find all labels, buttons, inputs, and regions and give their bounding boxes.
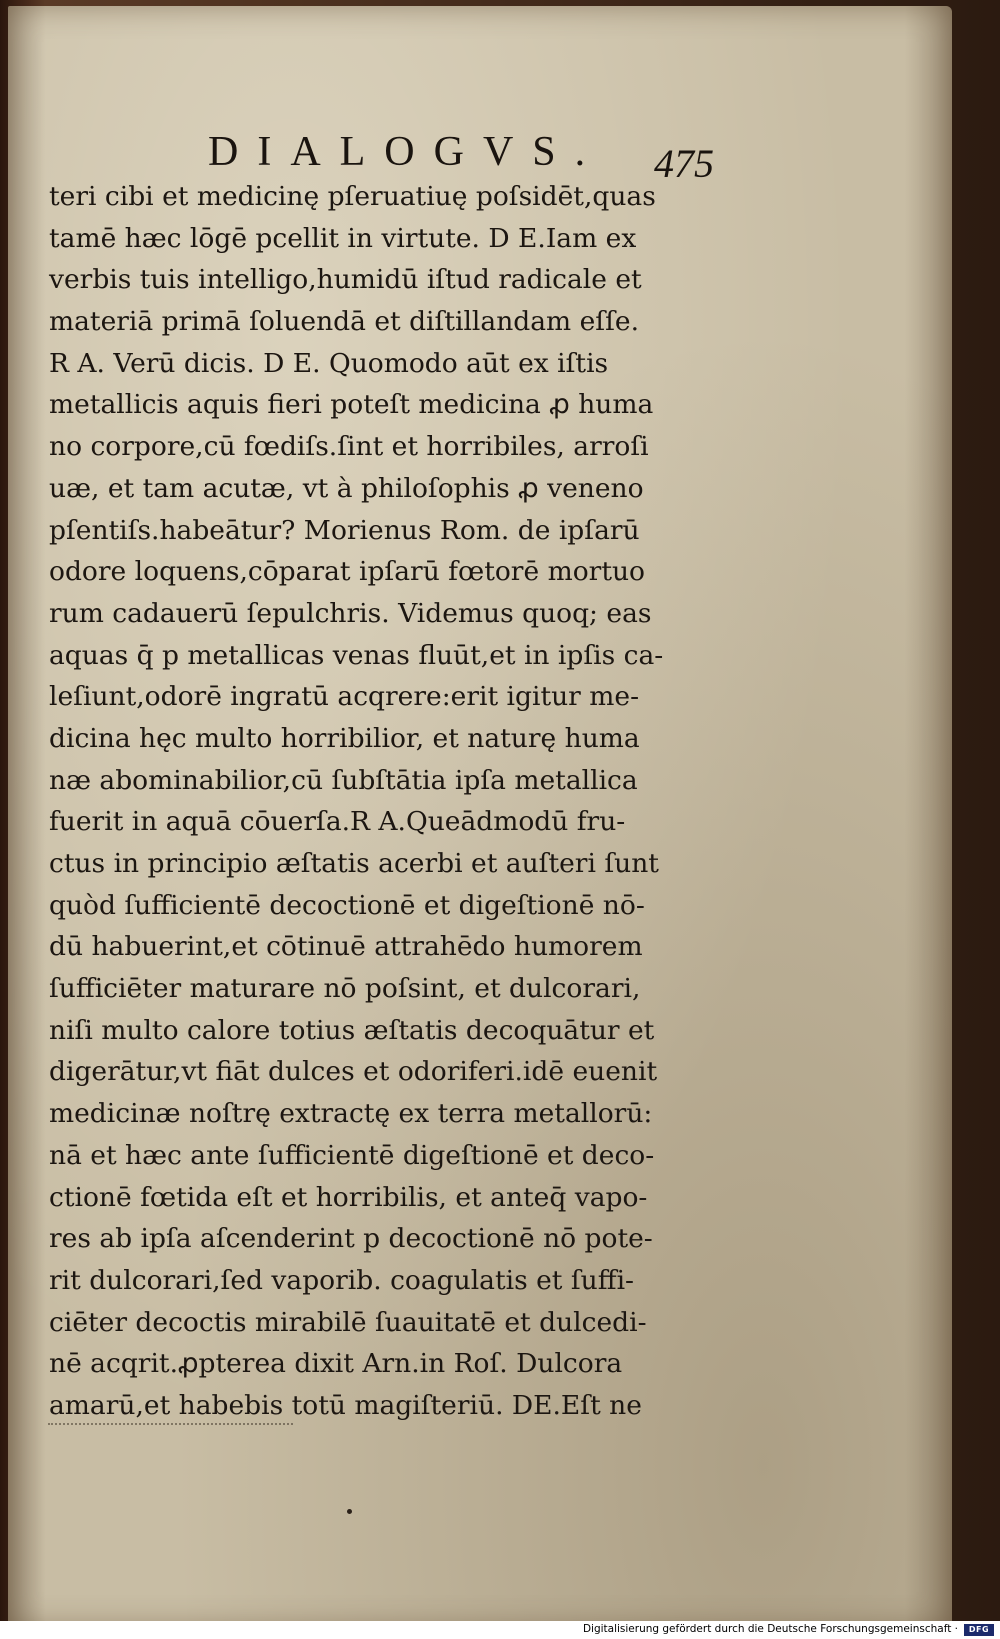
text-line: res ab ipſa aſcenderint p decoctionē nō pote- xyxy=(49,1223,653,1255)
text-line: nē acqrit.ꝓpterea dixit Arn.in Roſ. Dulcora xyxy=(49,1348,623,1380)
text-line: pſentiſs.habeātur? Morienus Rom. de ipſarū xyxy=(49,514,640,546)
text-line: uæ, et tam acutæ, vt à philoſophis ꝓ veneno xyxy=(49,472,644,504)
text-line: rum cadauerū ſepulchris. Videmus quoq; eas xyxy=(49,597,652,629)
text-line: teri cibi et medicinę pſeruatiuę poſsidēt,quas xyxy=(49,181,656,212)
text-line: niſi multo calore totius æſtatis decoquātur et xyxy=(49,1014,655,1046)
text-line: nā et hæc ante ſufficientē digeſtionē et deco- xyxy=(49,1139,655,1171)
text-line: dicina hęc multo horribilior, et naturę huma xyxy=(49,722,640,754)
page-header xyxy=(8,124,952,184)
page-number: 475 xyxy=(654,141,714,186)
text-line: digerātur,vt fiāt dulces et odoriferi.idē euenit xyxy=(49,1056,658,1088)
text-line: leſiunt,odorē ingratū acqrere:erit igitur me- xyxy=(49,681,640,713)
running-head: DIALOGVS. xyxy=(208,129,605,175)
text-line: medicinæ noſtrę extractę ex terra metallorū: xyxy=(49,1098,653,1130)
dotted-rule xyxy=(48,1423,293,1425)
text-line: amarū,et habebis totū magiſteriū. DE.Eſt ne xyxy=(49,1389,642,1421)
text-line: tamē hæc lōgē pcellit in virtute. D E.Iam ex xyxy=(49,222,637,254)
dfg-logo: DFG xyxy=(964,1624,994,1636)
text-line: metallicis aquis fieri poteſt medicina ꝓ huma xyxy=(49,389,654,421)
text-line: næ abominabilior,cū ſubſtātia ipſa metallica xyxy=(49,764,638,796)
text-line: ctus in principio æſtatis acerbi et auſteri ſunt xyxy=(49,848,659,879)
ink-dot xyxy=(347,1509,352,1514)
book-page xyxy=(8,6,952,1628)
text-line: materiā primā ſoluendā et diſtillandam eſſe. xyxy=(49,306,639,338)
text-line: quòd ſufficientē decoctionē et digeſtionē nō- xyxy=(49,889,645,921)
text-line: no corpore,cū fœdiſs.ſint et horribiles, arroſi xyxy=(49,431,649,463)
text-line: odore loquens,cōparat ipſarū fœtorē mortuo xyxy=(49,556,645,588)
text-line: rit dulcorari,ſed vaporib. coagulatis et ſuffi- xyxy=(49,1264,635,1296)
text-line: dū habuerint,et cōtinuē attrahēdo humorem xyxy=(49,931,643,963)
text-line: ciēter decoctis mirabilē ſuauitatē et dulcedi- xyxy=(49,1306,647,1338)
funding-credit: Digitalisierung gefördert durch die Deutsche Forschungsgemeinschaft · xyxy=(582,1623,958,1635)
text-line: aquas q̄ p metallicas venas fluūt,et in ipſis ca- xyxy=(49,639,664,671)
text-line: verbis tuis intelligo,humidū iſtud radicale et xyxy=(49,264,642,296)
text-line: fuerit in aquā cōuerſa.R A.Queādmodū fru- xyxy=(49,806,626,838)
text-line: ſufficiēter maturare nō poſsint, et dulcorari, xyxy=(49,973,641,1005)
text-line: R A. Verū dicis. D E. Quomodo aūt ex iſtis xyxy=(49,347,609,379)
text-line: ctionē fœtida eſt et horribilis, et anteq̄ vapo- xyxy=(49,1181,648,1213)
body-text xyxy=(49,176,709,1427)
digitization-footer xyxy=(0,1621,1000,1639)
